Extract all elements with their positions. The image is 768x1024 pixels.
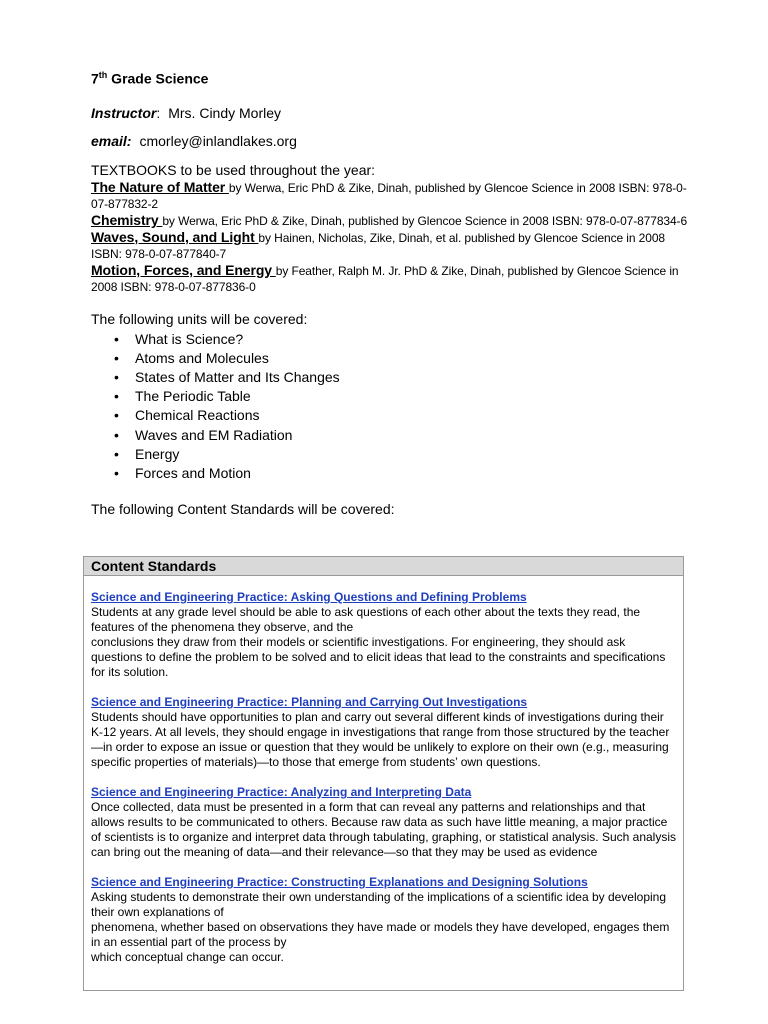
list-item: • What is Science? [135, 330, 691, 349]
standard-item [91, 785, 676, 860]
instructor-colon: : [156, 104, 161, 121]
list-item: • Chemical Reactions [135, 406, 691, 425]
instructor-value: Mrs. Cindy Morley [168, 104, 282, 121]
title-subject: Grade Science [107, 70, 209, 87]
textbooks-heading: TEXTBOOKS to be used throughout the year: [91, 161, 376, 178]
title-grade: 7 [91, 70, 99, 87]
standard-link[interactable]: Science and Engineering Practice: Constructing Explanations and Designing Solutions [91, 875, 588, 889]
standard-link[interactable]: Science and Engineering Practice: Analyzing and Interpreting Data [91, 785, 472, 799]
instructor-label: Instructor [91, 104, 157, 121]
title-superscript: th [98, 70, 108, 80]
textbook-item [91, 262, 691, 295]
instructor-row [91, 104, 691, 122]
standard-link[interactable]: Science and Engineering Practice: Asking Questions and Defining Problems [91, 590, 527, 604]
units-list [91, 330, 691, 484]
list-item: • Energy [135, 445, 691, 464]
textbook-detail: by Werwa, Eric PhD & Zike, Dinah, published by Glencoe Science in 2008 ISBN: 978-0-07-877832-2 [91, 180, 687, 211]
units-intro: The following units will be covered: [91, 310, 308, 327]
standard-description: Asking students to demonstrate their own understanding of the implications of a scientific idea by developing their own explanations of phenomena, whether based on observations they have made or models they have developed, engages them in an essential part of the process by which conceptual change can occur. [91, 890, 670, 964]
textbook-detail: by Werwa, Eric PhD & Zike, Dinah, published by Glencoe Science in 2008 ISBN: 978-0-07-877834-6 [162, 213, 688, 228]
document-page [91, 66, 691, 518]
textbook-title: Waves, Sound, and Light [91, 228, 259, 245]
page-title [91, 66, 691, 88]
list-item: • Waves and EM Radiation [135, 426, 691, 445]
table-header: Content Standards [84, 557, 683, 576]
standard-item [91, 875, 676, 965]
textbook-detail: by Feather, Ralph M. Jr. PhD & Zike, Dinah, published by Glencoe Science in 2008 ISBN: 978-0-07-877836-0 [91, 263, 679, 294]
textbook-title: Chemistry [91, 211, 163, 228]
email-label: email: [91, 132, 132, 149]
content-standards-table [83, 556, 684, 991]
standard-description: Students should have opportunities to plan and carry out several different kinds of investigations during their K-12 years. At all levels, they should engage in investigations that range from those structured by the teacher—in order to expose an issue or question that they would be unlikely to explore on their own (e.g., measuring specific properties of materials)—to those that emerge from students’ own questions. [91, 710, 670, 769]
textbook-title: Motion, Forces, and Energy [91, 261, 276, 278]
list-item: • Atoms and Molecules [135, 349, 691, 368]
standard-item [91, 695, 676, 770]
table-body [84, 576, 683, 965]
textbook-detail: by Hainen, Nicholas, Zike, Dinah, et al. published by Glencoe Science in 2008 ISBN: 978-0-07-877840-7 [91, 230, 665, 261]
textbook-title: The Nature of Matter [91, 178, 229, 195]
textbook-item [91, 212, 691, 229]
list-item: • Forces and Motion [135, 464, 691, 483]
standard-item [91, 590, 676, 680]
list-item: • States of Matter and Its Changes [135, 368, 691, 387]
standard-description: Once collected, data must be presented in a form that can reveal any patterns and relationships and that allows results to be communicated to others. Because raw data as such have little meaning, a major practice of scientists is to organize and interpret data through tabulating, graphing, or statistical analysis. Such analysis can bring out the meaning of data—and their relevance—so that they may be used as evidence [91, 800, 676, 859]
email-value: cmorley@inlandlakes.org [139, 132, 297, 149]
standard-description: Students at any grade level should be able to ask questions of each other about the texts they read, the features of the phenomena they observe, and the conclusions they draw from their models or scientific investigations. For engineering, they should ask questions to define the problem to be solved and to elicit ideas that lead to the constraints and specifications for its solution. [91, 605, 666, 679]
standard-link[interactable]: Science and Engineering Practice: Planning and Carrying Out Investigations [91, 695, 528, 709]
list-item: • The Periodic Table [135, 387, 691, 406]
standards-intro: The following Content Standards will be covered: [91, 501, 395, 518]
email-row [91, 132, 691, 150]
textbook-list [91, 179, 691, 295]
textbook-item [91, 229, 691, 262]
textbook-item [91, 179, 691, 212]
